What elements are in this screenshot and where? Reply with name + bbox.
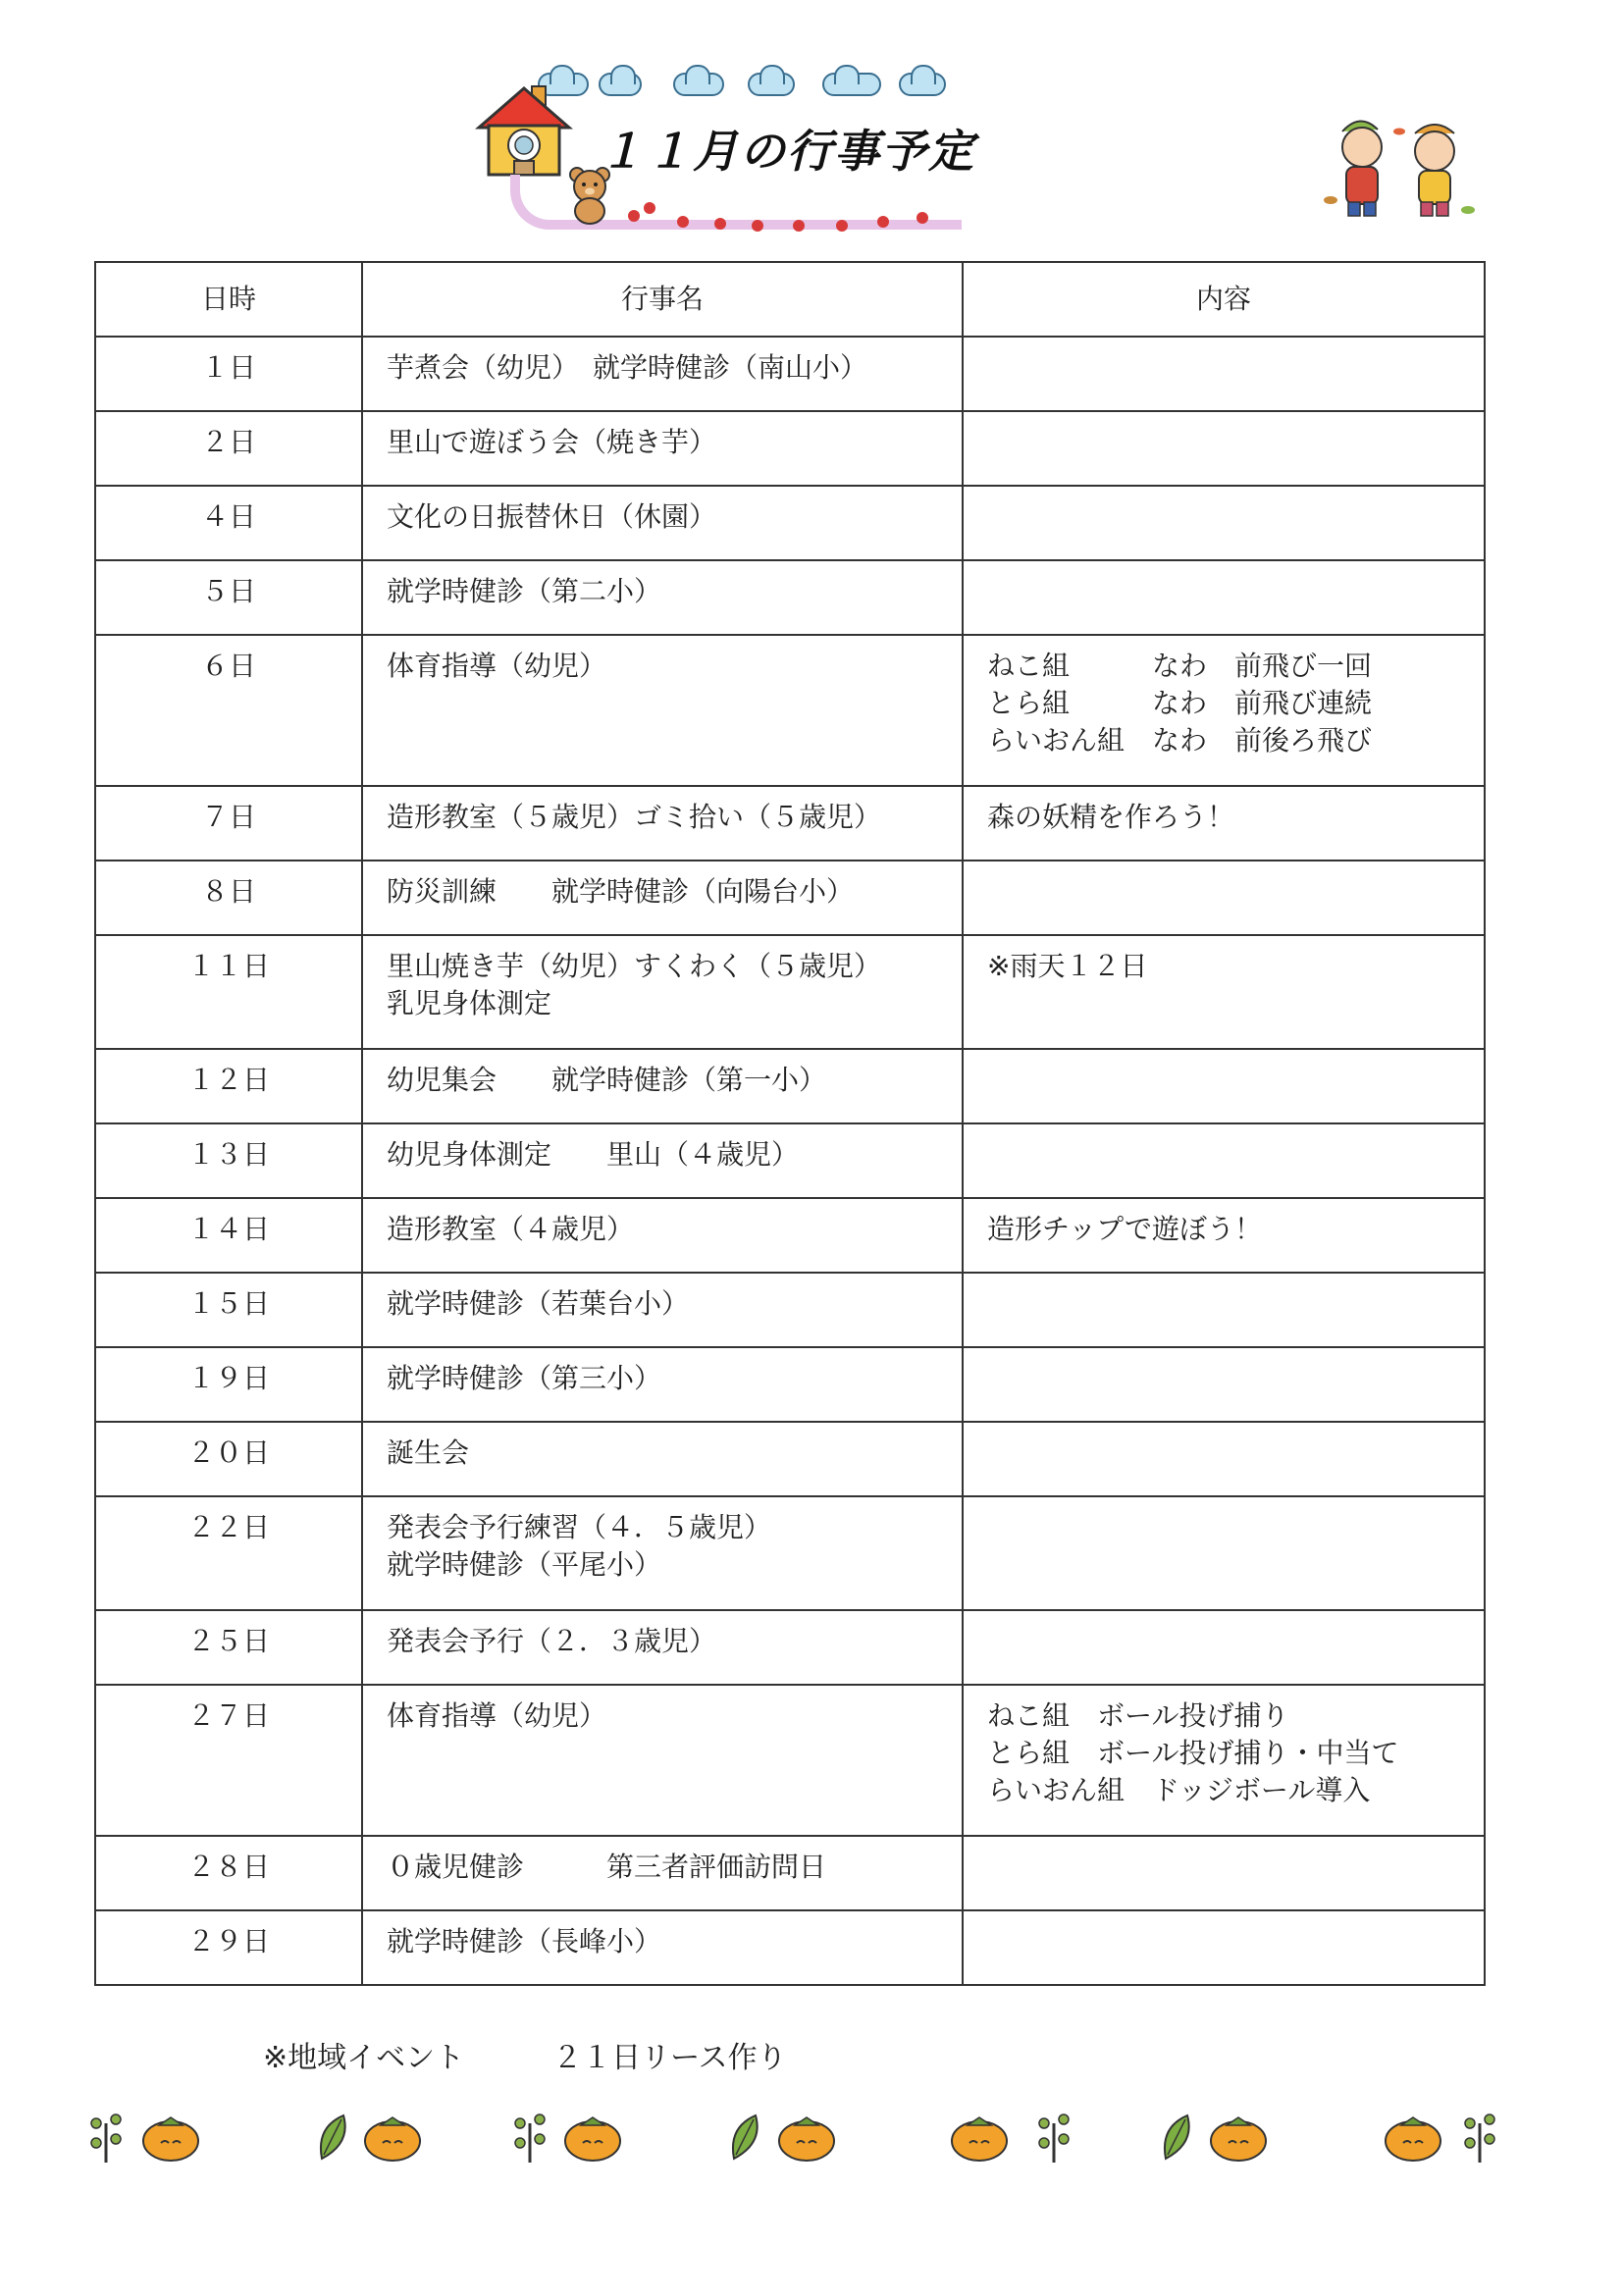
- event-name-line: 就学時健診（若葉台小）: [387, 1287, 690, 1320]
- sprout-icon: [1036, 2110, 1072, 2168]
- persimmon-icon: [775, 2110, 838, 2168]
- table-row: [95, 1273, 1485, 1347]
- persimmon-icon: [361, 2110, 424, 2168]
- row-details: [963, 1910, 1485, 1985]
- row-details: [963, 1496, 1485, 1610]
- sprout-icon: [512, 2110, 548, 2168]
- event-name-line: 就学時健診（長峰小）: [387, 1925, 662, 1957]
- event-name-line: 就学時健診（平尾小）: [387, 1548, 662, 1581]
- row-date: １５日: [95, 1273, 362, 1347]
- detail-line: とら組 ボール投げ捕り・中当て: [987, 1737, 1399, 1769]
- row-details: [963, 786, 1485, 861]
- table-row: [95, 486, 1485, 560]
- table-row: [95, 560, 1485, 635]
- clouds-decoration: [538, 65, 960, 104]
- event-name-line: ０歳児健診 第三者評価訪問日: [387, 1851, 827, 1883]
- community-event-note: ※地域イベント ２１日リース作り: [263, 2041, 787, 2075]
- leaf-icon: [726, 2110, 765, 2168]
- house-icon: [475, 84, 573, 183]
- event-name-line: 芋煮会（幼児） 就学時健診（南山小）: [387, 351, 868, 384]
- persimmon-icon: [561, 2110, 624, 2168]
- row-details: [963, 411, 1485, 486]
- row-date: ２９日: [95, 1910, 362, 1985]
- row-details: [963, 635, 1485, 786]
- event-name-line: 里山で遊ぼう会（焼き芋）: [387, 426, 717, 458]
- row-event-name: [362, 560, 963, 635]
- event-name-line: 造形教室（５歳児）ゴミ拾い（５歳児）: [387, 801, 882, 833]
- children-illustration: [1321, 112, 1478, 220]
- table-row: [95, 337, 1485, 411]
- row-date: ２２日: [95, 1496, 362, 1610]
- row-event-name: [362, 1049, 963, 1123]
- row-event-name: [362, 1910, 963, 1985]
- table-row: [95, 1123, 1485, 1198]
- row-date: ２日: [95, 411, 362, 486]
- row-details: [963, 1273, 1485, 1347]
- event-name-line: 造形教室（４歳児）: [387, 1213, 635, 1245]
- detail-line: 造形チップで遊ぼう！: [987, 1213, 1263, 1245]
- row-event-name: [362, 337, 963, 411]
- table-row: [95, 1422, 1485, 1496]
- event-name-line: 体育指導（幼児）: [387, 650, 607, 682]
- event-name-line: 防災訓練 就学時健診（向陽台小）: [387, 875, 855, 908]
- event-name-line: 発表会予行練習（４．５歳児）: [387, 1511, 772, 1543]
- row-date: ２８日: [95, 1836, 362, 1910]
- row-date: １２日: [95, 1049, 362, 1123]
- detail-line: ねこ組 ボール投げ捕り: [987, 1699, 1289, 1732]
- row-details: [963, 1685, 1485, 1836]
- row-date: １日: [95, 337, 362, 411]
- row-details: [963, 861, 1485, 935]
- table-row: [95, 1347, 1485, 1422]
- persimmon-icon: [1382, 2110, 1444, 2168]
- event-name-line: 発表会予行（２．３歳児）: [387, 1625, 717, 1657]
- row-details: [963, 1198, 1485, 1273]
- event-name-line: 就学時健診（第三小）: [387, 1362, 662, 1394]
- event-name-line: 幼児集会 就学時健診（第一小）: [387, 1064, 827, 1096]
- sprout-icon: [1462, 2110, 1497, 2168]
- row-event-name: [362, 861, 963, 935]
- row-details: [963, 1123, 1485, 1198]
- event-name-line: 文化の日振替休日（休園）: [387, 500, 717, 533]
- row-event-name: [362, 1610, 963, 1685]
- row-details: [963, 1836, 1485, 1910]
- detail-line: らいおん組 ドッジボール導入: [987, 1774, 1371, 1806]
- row-event-name: [362, 1496, 963, 1610]
- event-name-line: 幼児身体測定 里山（４歳児）: [387, 1138, 800, 1171]
- row-event-name: [362, 1685, 963, 1836]
- row-event-name: [362, 935, 963, 1049]
- table-row: [95, 1836, 1485, 1910]
- row-details: [963, 935, 1485, 1049]
- row-event-name: [362, 486, 963, 560]
- page-title: １１月の行事予定: [599, 125, 975, 178]
- row-event-name: [362, 1198, 963, 1273]
- row-date: ６日: [95, 635, 362, 786]
- table-row: [95, 1049, 1485, 1123]
- event-name-line: 体育指導（幼児）: [387, 1699, 607, 1732]
- persimmon-icon: [948, 2110, 1011, 2168]
- row-event-name: [362, 1273, 963, 1347]
- detail-line: とら組 なわ 前飛び連続: [987, 687, 1373, 719]
- header-date: 日時: [95, 262, 362, 337]
- row-details: [963, 486, 1485, 560]
- header-details: 内容: [963, 262, 1485, 337]
- sprout-icon: [88, 2110, 124, 2168]
- table-row: [95, 1685, 1485, 1836]
- row-date: ２５日: [95, 1610, 362, 1685]
- row-event-name: [362, 1422, 963, 1496]
- detail-line: ※雨天１２日: [987, 950, 1148, 982]
- row-date: １１日: [95, 935, 362, 1049]
- schedule-table: [94, 261, 1486, 1986]
- table-row: [95, 1610, 1485, 1685]
- detail-line: 森の妖精を作ろう！: [987, 801, 1235, 833]
- event-name-line: 里山焼き芋（幼児）すくわく（５歳児）: [387, 950, 882, 982]
- table-row: [95, 1198, 1485, 1273]
- leaf-icon: [1158, 2110, 1197, 2168]
- row-event-name: [362, 411, 963, 486]
- table-header-row: [95, 262, 1485, 337]
- header-event-name: 行事名: [362, 262, 963, 337]
- detail-line: らいおん組 なわ 前後ろ飛び: [987, 724, 1373, 757]
- row-date: ４日: [95, 486, 362, 560]
- detail-line: ねこ組 なわ 前飛び一回: [987, 650, 1373, 682]
- row-event-name: [362, 786, 963, 861]
- row-details: [963, 560, 1485, 635]
- row-date: ５日: [95, 560, 362, 635]
- row-details: [963, 337, 1485, 411]
- row-details: [963, 1610, 1485, 1685]
- persimmon-icon: [139, 2110, 202, 2168]
- row-date: １４日: [95, 1198, 362, 1273]
- table-row: [95, 1496, 1485, 1610]
- row-event-name: [362, 1836, 963, 1910]
- footer-decoration-row: [88, 2110, 1501, 2178]
- table-row: [95, 861, 1485, 935]
- row-date: １９日: [95, 1347, 362, 1422]
- row-date: ７日: [95, 786, 362, 861]
- row-event-name: [362, 1123, 963, 1198]
- table-row: [95, 411, 1485, 486]
- event-name-line: 誕生会: [387, 1436, 470, 1469]
- event-name-line: 乳児身体測定: [387, 987, 552, 1019]
- row-date: ２７日: [95, 1685, 362, 1836]
- row-details: [963, 1049, 1485, 1123]
- table-row: [95, 1910, 1485, 1985]
- leaf-icon: [314, 2110, 353, 2168]
- persimmon-icon: [1207, 2110, 1270, 2168]
- row-date: ２０日: [95, 1422, 362, 1496]
- table-row: [95, 635, 1485, 786]
- row-details: [963, 1347, 1485, 1422]
- event-name-line: 就学時健診（第二小）: [387, 575, 662, 607]
- row-details: [963, 1422, 1485, 1496]
- table-row: [95, 786, 1485, 861]
- table-row: [95, 935, 1485, 1049]
- row-event-name: [362, 1347, 963, 1422]
- row-date: ８日: [95, 861, 362, 935]
- row-event-name: [362, 635, 963, 786]
- row-date: １３日: [95, 1123, 362, 1198]
